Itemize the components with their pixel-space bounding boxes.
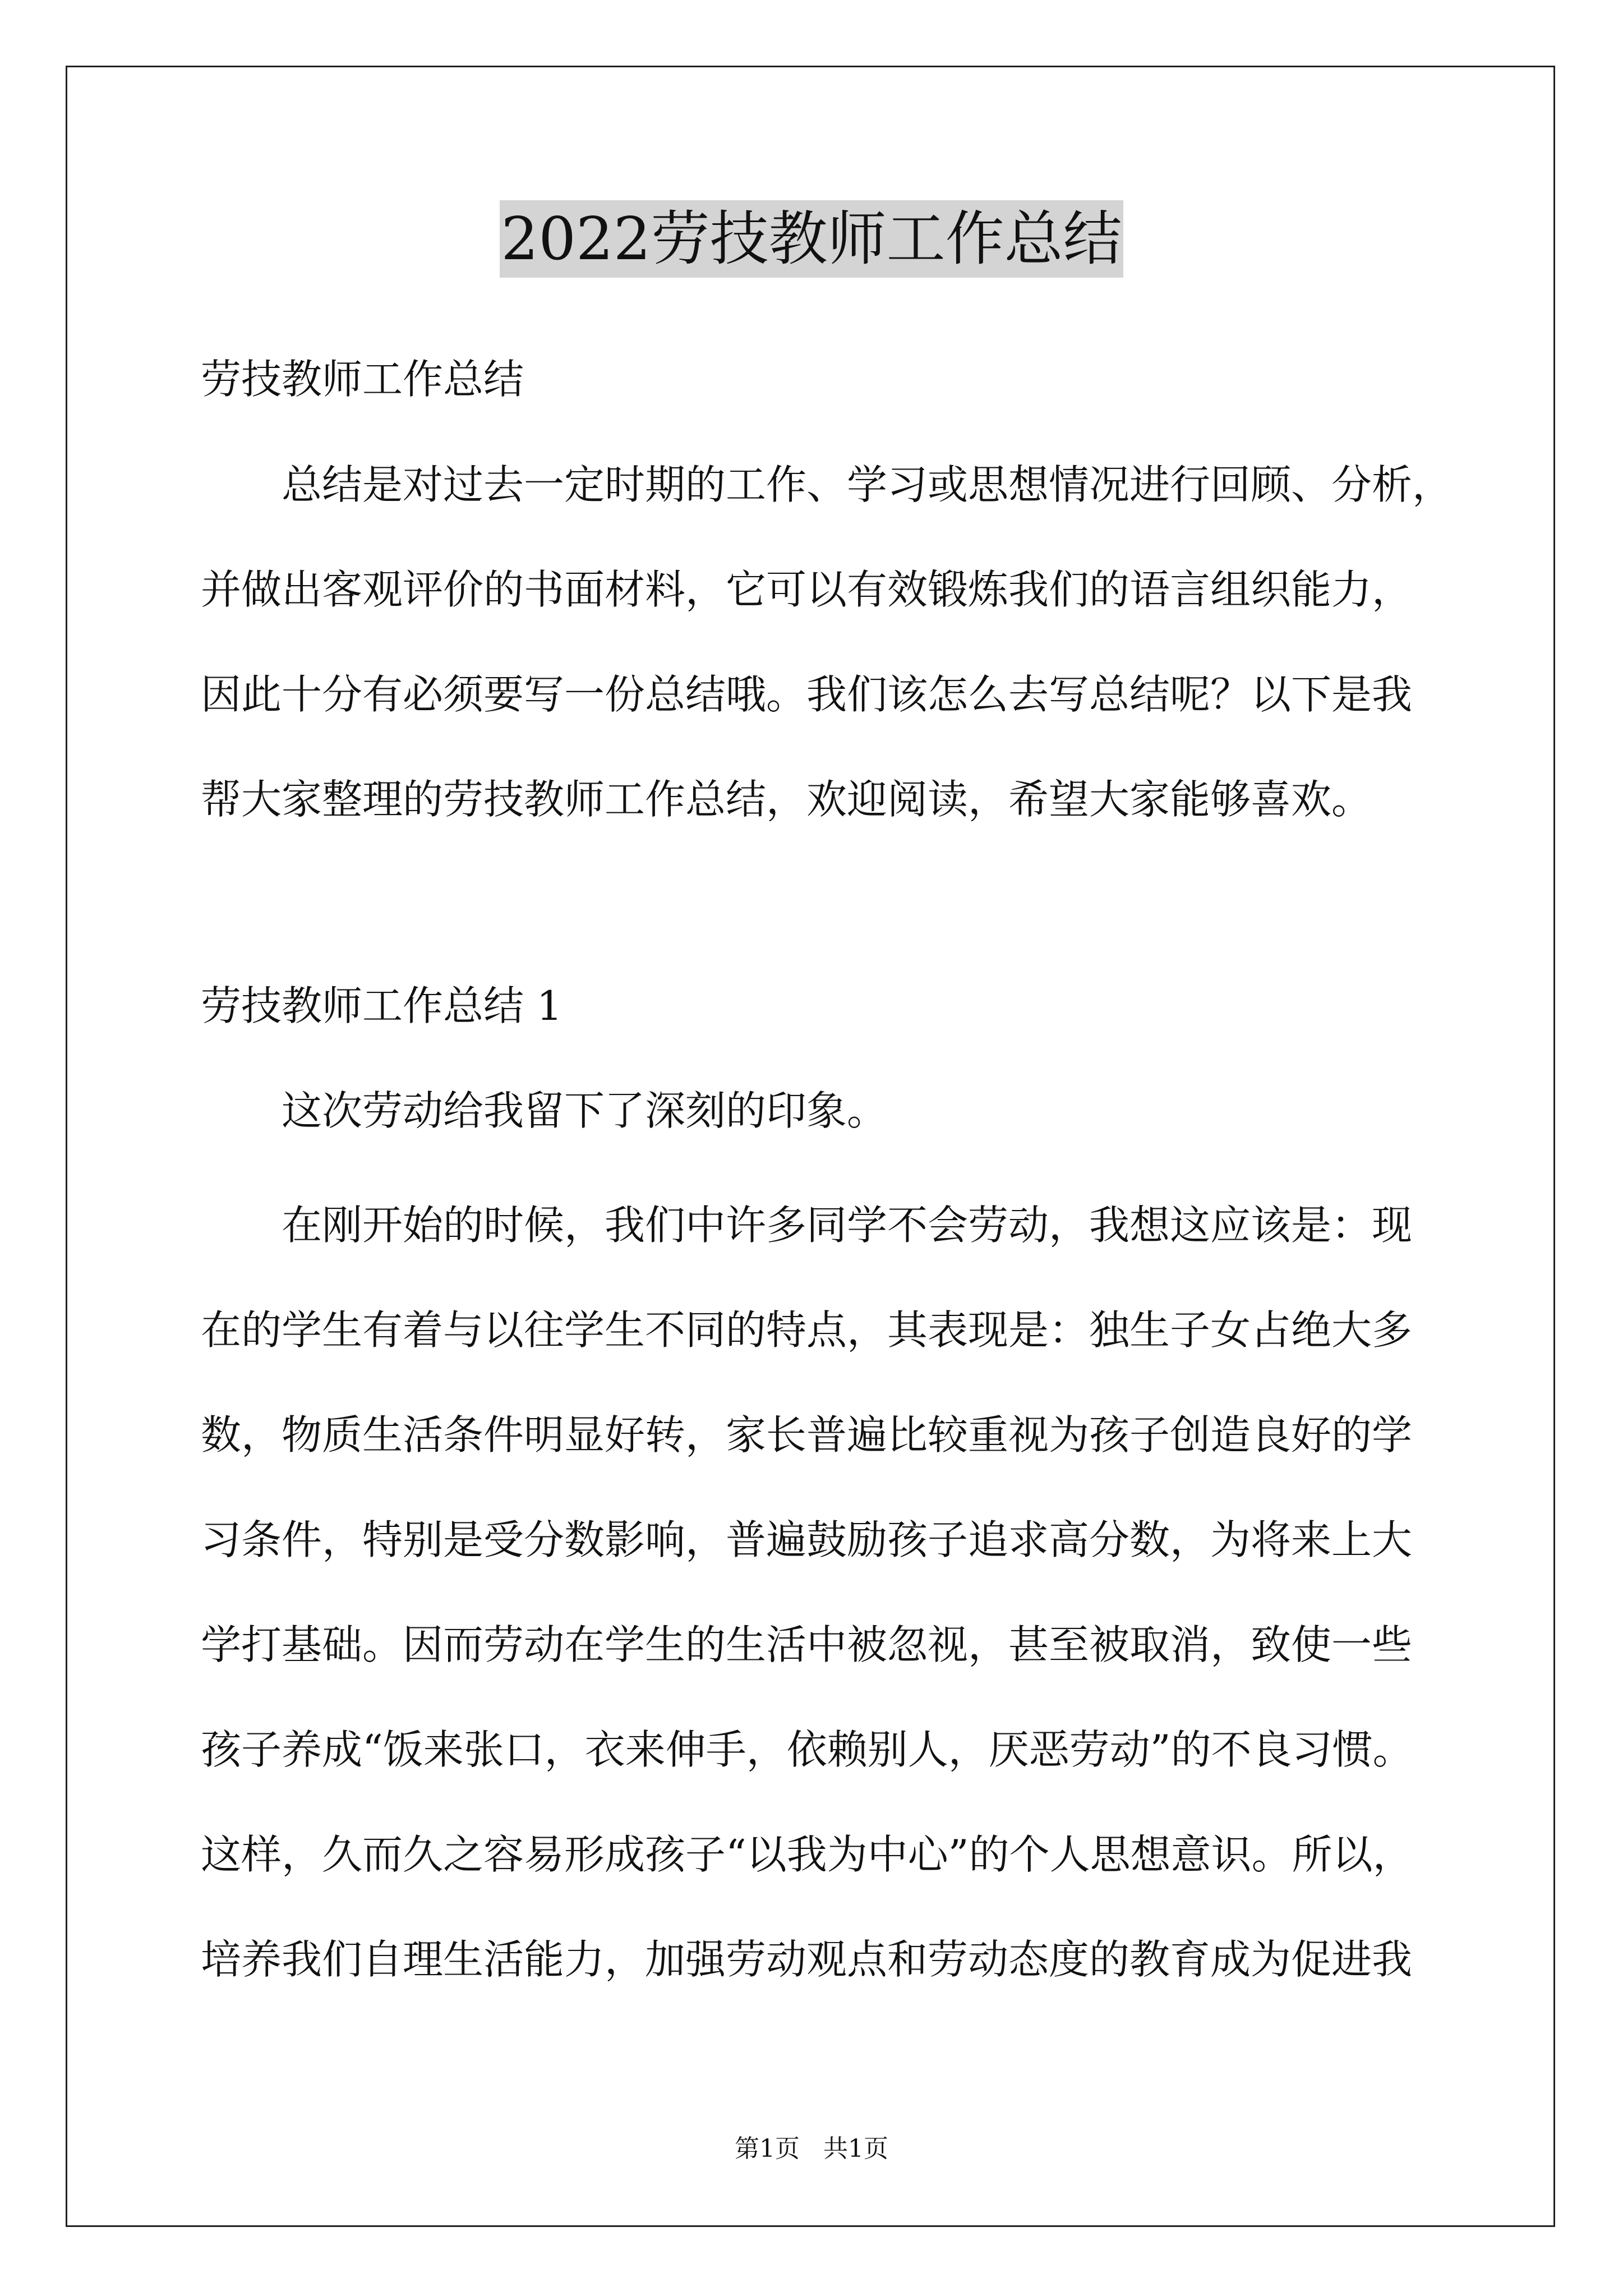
section-heading: 劳技教师工作总结 [201,356,524,403]
paragraph-line: 学打基础。因而劳动在学生的生活中被忽视，甚至被取消，致使一些 [201,1621,1413,1668]
paragraph-line: 在刚开始的时候，我们中许多同学不会劳动，我想这应该是：现 [282,1202,1413,1249]
paragraph-line: 总结是对过去一定时期的工作、学习或思想情况进行回顾、分析， [282,461,1453,508]
page-footer: 第1页 共1页 [735,2134,888,2163]
paragraph-line: 孩子养成“饭来张口，衣来伸手，依赖别人，厌恶劳动”的不良习惯。 [201,1726,1413,1773]
section-heading: 劳技教师工作总结 1 [201,982,562,1029]
document-title: 2022劳技教师工作总结 [500,200,1123,278]
paragraph-line: 帮大家整理的劳技教师工作总结，欢迎阅读，希望大家能够喜欢。 [201,776,1372,823]
paragraph-line: 这样，久而久之容易形成孩子“以我为中心”的个人思想意识。所以， [201,1831,1413,1878]
paragraph-line: 在的学生有着与以往学生不同的特点，其表现是：独生子女占绝大多 [201,1306,1413,1354]
paragraph-line: 习条件，特别是受分数影响，普遍鼓励孩子追求高分数，为将来上大 [201,1516,1413,1563]
paragraph-line: 数，物质生活条件明显好转，家长普遍比较重视为孩子创造良好的学 [201,1411,1413,1458]
paragraph-line: 并做出客观评价的书面材料，它可以有效锻炼我们的语言组织能力， [201,566,1413,613]
paragraph-line: 培养我们自理生活能力，加强劳动观点和劳动态度的教育成为促进我 [201,1936,1413,1983]
title-container [0,200,1623,278]
paragraph-line: 因此十分有必须要写一份总结哦。我们该怎么去写总结呢？以下是我 [201,671,1413,718]
paragraph-line: 这次劳动给我留下了深刻的印象。 [282,1087,888,1134]
